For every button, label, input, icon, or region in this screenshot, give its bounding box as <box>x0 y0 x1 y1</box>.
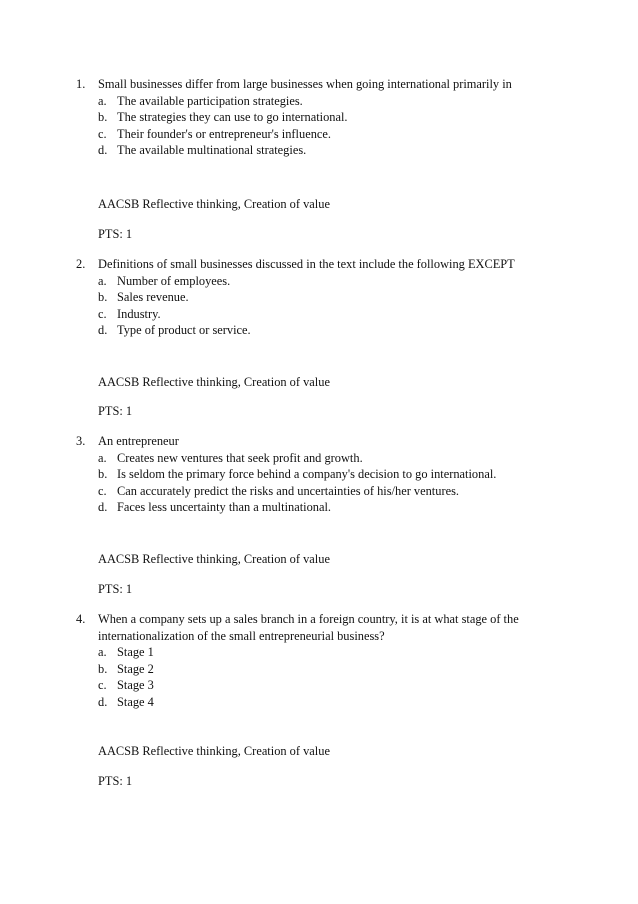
option-text: Stage 1 <box>117 645 154 659</box>
question-2 <box>76 256 546 339</box>
answer-options <box>98 644 546 710</box>
option-letter: c. <box>98 483 107 498</box>
answer-option-c <box>98 306 546 323</box>
option-letter: a. <box>98 93 107 108</box>
option-letter: d. <box>98 323 108 337</box>
option-text: Stage 3 <box>117 678 154 692</box>
question-stem: An entrepreneur <box>98 434 179 448</box>
option-text: Is seldom the primary force behind a company's decision to go international. <box>117 467 497 481</box>
answer-option-b <box>98 661 546 678</box>
answer-option-c <box>98 677 546 694</box>
question-stem-row <box>76 256 546 273</box>
points-label: PTS: 1 <box>98 404 133 418</box>
answer-option-a <box>98 450 546 467</box>
question-number: 4. <box>76 612 86 626</box>
question-stem-row <box>76 433 546 450</box>
question-4 <box>76 611 546 710</box>
aacsb-tag: AACSB Reflective thinking, Creation of value <box>98 552 330 566</box>
points-label: PTS: 1 <box>98 774 133 788</box>
option-text: Sales revenue. <box>117 290 189 304</box>
answer-options <box>98 273 546 339</box>
aacsb-tag: AACSB Reflective thinking, Creation of value <box>98 744 330 758</box>
option-letter: c. <box>98 306 107 321</box>
option-letter: b. <box>98 290 108 304</box>
option-text: Their founder's or entrepreneur's influence. <box>117 126 331 141</box>
option-letter: b. <box>98 467 108 481</box>
answer-option-a <box>98 93 546 110</box>
option-letter: c. <box>98 126 107 141</box>
question-number: 3. <box>76 434 86 448</box>
option-text: Stage 4 <box>117 694 154 709</box>
option-letter: d. <box>98 143 108 157</box>
answer-option-b <box>98 289 546 306</box>
option-text: Faces less uncertainty than a multinational. <box>117 500 332 514</box>
question-number: 1. <box>76 77 86 91</box>
option-text: Can accurately predict the risks and uncertainties of his/her ventures. <box>117 483 459 498</box>
answer-option-d <box>98 694 546 711</box>
answer-option-a <box>98 644 546 661</box>
answer-options <box>98 93 546 159</box>
answer-option-d <box>98 322 546 339</box>
answer-option-d <box>98 499 546 516</box>
option-text: The available multinational strategies. <box>117 143 307 157</box>
answer-option-c <box>98 126 546 143</box>
option-letter: a. <box>98 450 107 465</box>
question-stem: Small businesses differ from large businesses when going international primarily in <box>98 77 512 91</box>
option-letter: d. <box>98 500 108 514</box>
option-letter: c. <box>98 678 107 692</box>
option-letter: a. <box>98 273 107 288</box>
question-number: 2. <box>76 257 86 271</box>
answer-option-b <box>98 466 546 483</box>
option-text: Type of product or service. <box>117 323 251 337</box>
answer-option-c <box>98 483 546 500</box>
question-stem: When a company sets up a sales branch in a foreign country, it is at what stage of the internationalization of the small entrepreneurial business? <box>98 612 519 643</box>
option-text: Industry. <box>117 306 161 321</box>
answer-option-a <box>98 273 546 290</box>
option-text: Stage 2 <box>117 661 154 676</box>
answer-options <box>98 450 546 516</box>
aacsb-tag: AACSB Reflective thinking, Creation of value <box>98 375 330 389</box>
answer-option-b <box>98 109 546 126</box>
option-text: The available participation strategies. <box>117 93 303 108</box>
question-stem: Definitions of small businesses discussed in the text include the following EXCEPT <box>98 257 515 271</box>
aacsb-tag: AACSB Reflective thinking, Creation of value <box>98 197 330 211</box>
option-text: The strategies they can use to go international. <box>117 110 348 124</box>
points-label: PTS: 1 <box>98 582 133 596</box>
question-stem-row <box>76 76 546 93</box>
option-text: Creates new ventures that seek profit and growth. <box>117 450 363 465</box>
option-letter: b. <box>98 110 108 124</box>
question-3 <box>76 433 546 516</box>
option-letter: a. <box>98 645 107 659</box>
option-letter: d. <box>98 694 108 709</box>
points-label: PTS: 1 <box>98 227 133 241</box>
answer-option-d <box>98 142 546 159</box>
option-text: Number of employees. <box>117 273 231 288</box>
question-stem-row <box>76 611 546 644</box>
question-1 <box>76 76 546 159</box>
option-letter: b. <box>98 661 108 676</box>
